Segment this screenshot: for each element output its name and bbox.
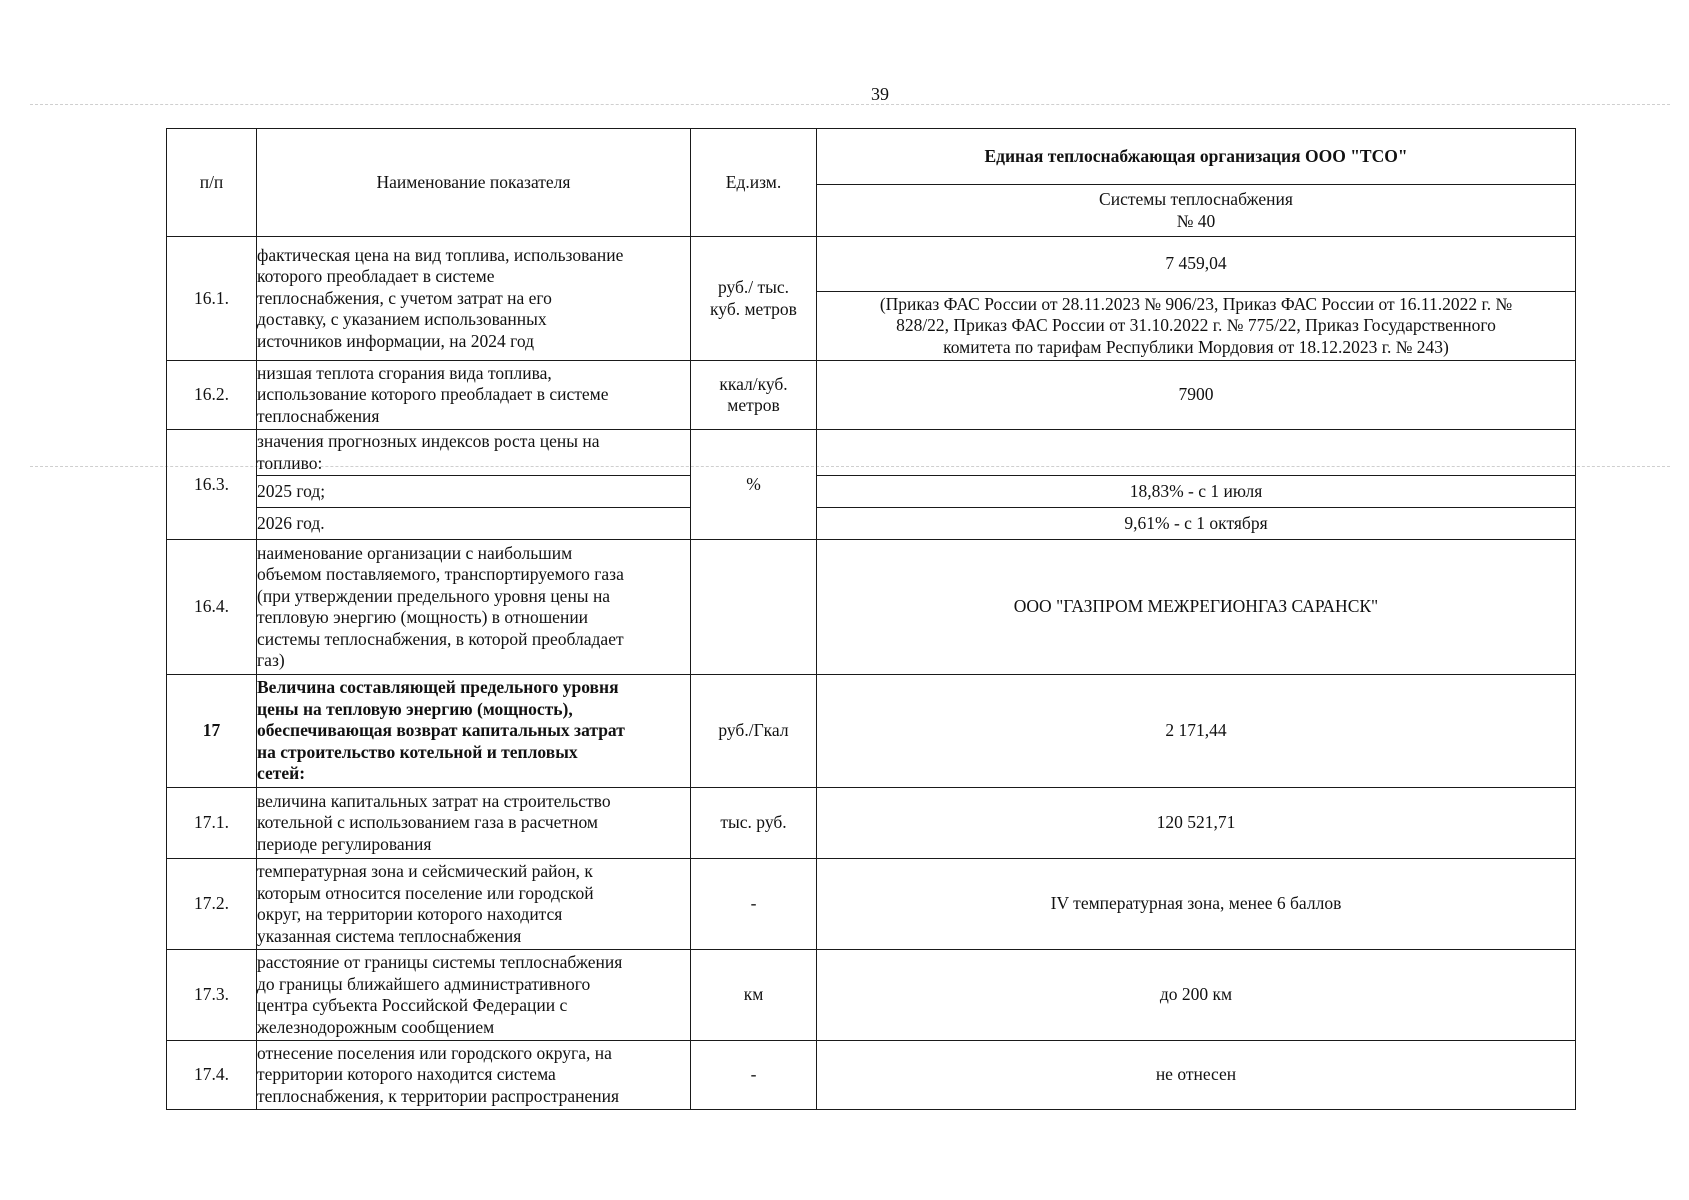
table-row — [167, 361, 1576, 430]
header-system-line-1: Системы теплоснабжения — [1099, 189, 1293, 209]
table-row — [167, 950, 1576, 1041]
row-number: 17.1. — [167, 788, 257, 859]
unit-cell: - — [691, 859, 817, 950]
scan-artifact-line — [30, 104, 1670, 105]
table-row — [167, 476, 1576, 508]
name-line: использование которого преобладает в системе — [257, 384, 609, 405]
unit-cell: - — [691, 1041, 817, 1110]
name-line: сетей: — [257, 763, 306, 784]
indicator-name — [257, 1041, 691, 1110]
name-line: округ, на территории которого находится — [257, 904, 563, 924]
name-line: котельной с использованием газа в расчетном — [257, 812, 598, 833]
value-cell: 7 459,04 — [817, 237, 1576, 292]
name-line: тепловую энергию (мощность) в отношении — [257, 607, 589, 627]
name-line: центра субъекта Российской Федерации с — [257, 995, 568, 1015]
table-row — [167, 675, 1576, 788]
indicator-name — [257, 540, 691, 675]
name-line: значения прогнозных индексов роста цены на — [257, 431, 600, 451]
name-line: теплоснабжения, с учетом затрат на его — [257, 287, 552, 308]
indicator-name — [257, 361, 691, 430]
tariff-table — [166, 128, 1576, 1110]
unit-cell: руб./Гкал — [691, 675, 817, 788]
indicator-name — [257, 430, 691, 476]
row-number: 17.3. — [167, 950, 257, 1041]
name-line: расстояние от границы системы теплоснабжения — [257, 952, 623, 972]
header-unit: Ед.изм. — [691, 129, 817, 237]
header-name: Наименование показателя — [257, 129, 691, 237]
name-line: до границы ближайшего административного — [257, 973, 591, 994]
row-number: 17.2. — [167, 859, 257, 950]
indicator-name — [257, 788, 691, 859]
page-number: 39 — [871, 84, 889, 104]
header-num: п/п — [167, 129, 257, 237]
indicator-name — [257, 859, 691, 950]
name-line: территории которого находится система — [257, 1064, 556, 1085]
table-row — [167, 859, 1576, 950]
header-row — [167, 129, 1576, 185]
name-line: топливо: — [257, 452, 323, 473]
unit-cell — [691, 237, 817, 361]
unit-line: куб. метров — [710, 298, 797, 319]
name-line: доставку, с указанием использованных — [257, 309, 547, 330]
value-cell: не отнесен — [817, 1041, 1576, 1110]
table-row — [167, 1041, 1576, 1110]
unit-line: метров — [727, 395, 780, 415]
unit-line: руб./ тыс. — [717, 277, 790, 297]
name-line: температурная зона и сейсмический район, к — [257, 861, 593, 881]
value-cell: 18,83% - с 1 июля — [817, 476, 1576, 508]
name-line: газ) — [257, 650, 285, 670]
name-line: указанная система теплоснабжения — [257, 925, 522, 946]
name-line: периоде регулирования — [257, 833, 432, 854]
name-line: на строительство котельной и тепловых — [257, 741, 578, 762]
unit-cell — [691, 361, 817, 430]
name-line: источников информации, на 2024 год — [257, 330, 535, 351]
source-line: (Приказ ФАС России от 28.11.2023 № 906/23, Приказ ФАС России от 16.11.2022 г. № — [879, 293, 1513, 314]
value-cell: 120 521,71 — [817, 788, 1576, 859]
name-line: объемом поставляемого, транспортируемого газа — [257, 564, 624, 584]
source-line: 828/22, Приказ ФАС России от 31.10.2022 г. № 775/22, Приказ Государственного — [896, 315, 1496, 336]
value-cell: ООО "ГАЗПРОМ МЕЖРЕГИОНГАЗ САРАНСК" — [817, 540, 1576, 675]
table-row — [167, 540, 1576, 675]
sub-indicator-label: 2026 год. — [257, 508, 691, 540]
name-line: наименование организации с наибольшим — [257, 542, 573, 563]
row-number: 17 — [167, 675, 257, 788]
indicator-name — [257, 950, 691, 1041]
row-number: 17.4. — [167, 1041, 257, 1110]
name-line: теплоснабжения, к территории распространения — [257, 1085, 620, 1106]
value-cell: до 200 км — [817, 950, 1576, 1041]
name-line: (при утверждении предельного уровня цены на — [257, 585, 611, 606]
indicator-name — [257, 237, 691, 361]
value-cell: 2 171,44 — [817, 675, 1576, 788]
value-cell: 9,61% - с 1 октября — [817, 508, 1576, 540]
name-line: цены на тепловую энергию (мощность), — [257, 698, 573, 719]
header-organization: Единая теплоснабжающая организация ООО "ТСО" — [817, 129, 1576, 185]
source-cell — [817, 292, 1576, 361]
unit-cell: тыс. руб. — [691, 788, 817, 859]
source-line: комитета по тарифам Республики Мордовия от 18.12.2023 г. № 243) — [943, 336, 1449, 357]
indicator-name — [257, 675, 691, 788]
unit-cell-empty — [691, 540, 817, 675]
row-number: 16.4. — [167, 540, 257, 675]
table-row — [167, 788, 1576, 859]
unit-cell: % — [691, 430, 817, 540]
name-line: обеспечивающая возврат капитальных затрат — [257, 720, 625, 741]
value-cell-empty — [817, 430, 1576, 476]
header-system — [817, 185, 1576, 237]
table-row — [167, 237, 1576, 292]
name-line: фактическая цена на вид топлива, использование — [257, 244, 624, 265]
table-row — [167, 430, 1576, 476]
row-number: 16.2. — [167, 361, 257, 430]
header-system-line-2: № 40 — [1176, 210, 1216, 231]
unit-line: ккал/куб. — [719, 373, 788, 394]
row-number: 16.1. — [167, 237, 257, 361]
name-line: железнодорожным сообщением — [257, 1016, 495, 1037]
name-line: которого преобладает в системе — [257, 266, 495, 287]
name-line: которым относится поселение или городской — [257, 882, 594, 903]
sub-indicator-label: 2025 год; — [257, 476, 691, 508]
name-line: величина капитальных затрат на строительство — [257, 790, 611, 811]
name-line: теплоснабжения — [257, 405, 380, 426]
value-cell: 7900 — [817, 361, 1576, 430]
name-line: отнесение поселения или городского округа, на — [257, 1042, 612, 1063]
name-line: Величина составляющей предельного уровня — [257, 677, 619, 698]
name-line: низшая теплота сгорания вида топлива, — [257, 362, 552, 383]
table-row — [167, 508, 1576, 540]
unit-cell: км — [691, 950, 817, 1041]
row-number: 16.3. — [167, 430, 257, 540]
value-cell: IV температурная зона, менее 6 баллов — [817, 859, 1576, 950]
name-line: системы теплоснабжения, в которой преобладает — [257, 628, 624, 649]
